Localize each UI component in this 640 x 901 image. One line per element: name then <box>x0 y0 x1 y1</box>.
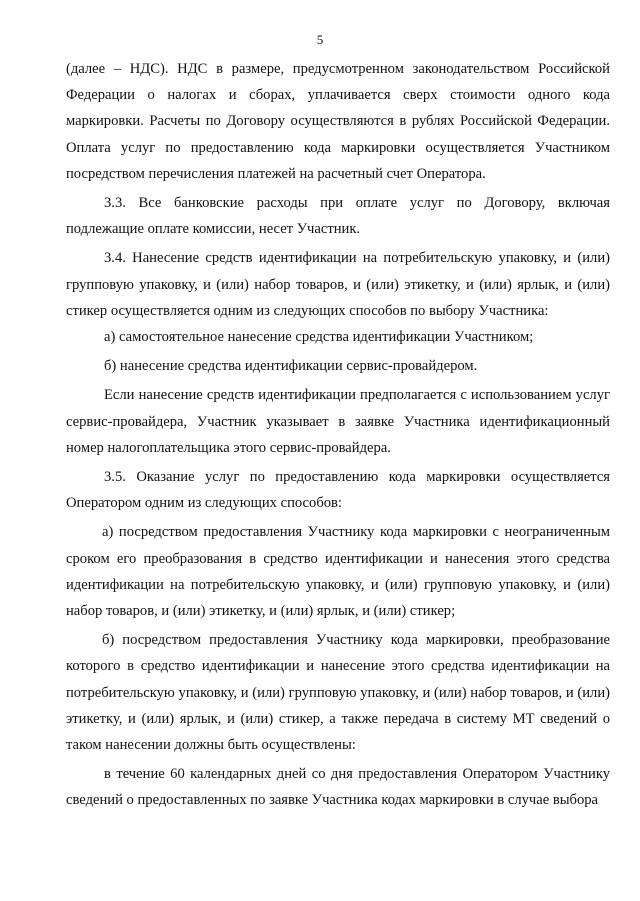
list-item-service-provider: б) нанесение средства идентификации сервис-провайдером. <box>104 358 478 375</box>
list-item-limited-term: б) посредством предоставления Участнику кода маркировки, преобразование которого в средство идентификации и нанесение этого средства идентификации на потребительскую упаковку, и (или) групповую упаковку, и (или) набор товаров, и (или) этикетку, и (или) ярлык, и (или) стикер, а также передача в систему МТ сведений о таком нанесении должны быть осуществлены: <box>66 632 610 754</box>
list-item-unlimited-term: а) посредством предоставления Участнику кода маркировки с неограниченным сроком его преобразования в средство идентификации и нанесения этого средства идентификации на потребительскую упаковку, и (или) групповую упаковку, и (или) набор товаров, и (или) этикетку, и (или) ярлык, и (или) стикер; <box>66 524 610 620</box>
page-number: 5 <box>316 32 324 47</box>
paragraph-3-5-service-methods: 3.5. Оказание услуг по предоставлению кода маркировки осуществляется Оператором одним из следующих способов: <box>66 469 610 512</box>
list-item-self-application: а) самостоятельное нанесение средства идентификации Участником; <box>104 329 534 346</box>
paragraph-vat-payment: (далее – НДС). НДС в размере, предусмотренном законодательством Российской Федерации о налогах и сборах, уплачивается сверх стоимости одного кода маркировки. Расчеты по Договору осуществляются в рублях Российской Федерации. Оплата услуг по предоставлению кода маркировки осуществляется Участником посредством перечисления платежей на расчетный счет Оператора. <box>66 61 610 182</box>
paragraph-3-4-application-methods: 3.4. Нанесение средств идентификации на потребительскую упаковку, и (или) групповую упаковку, и (или) набор товаров, и (или) этикетку, и (или) ярлык, и (или) стикер осуществляется одним из следующих способов по выбору Участника: <box>66 250 610 319</box>
paragraph-3-3-bank-expenses: 3.3. Все банковские расходы при оплате услуг по Договору, включая подлежащие оплате комиссии, несет Участник. <box>66 195 610 238</box>
paragraph-60-days: в течение 60 календарных дней со дня предоставления Оператором Участнику сведений о предоставленных по заявке Участника кодах маркировки в случае выбора <box>66 766 610 809</box>
paragraph-service-provider-inn: Если нанесение средств идентификации предполагается с использованием услуг сервис-провайдера, Участник указывает в заявке Участника идентификационный номер налогоплательщика этого сервис-провайдера. <box>66 387 610 456</box>
